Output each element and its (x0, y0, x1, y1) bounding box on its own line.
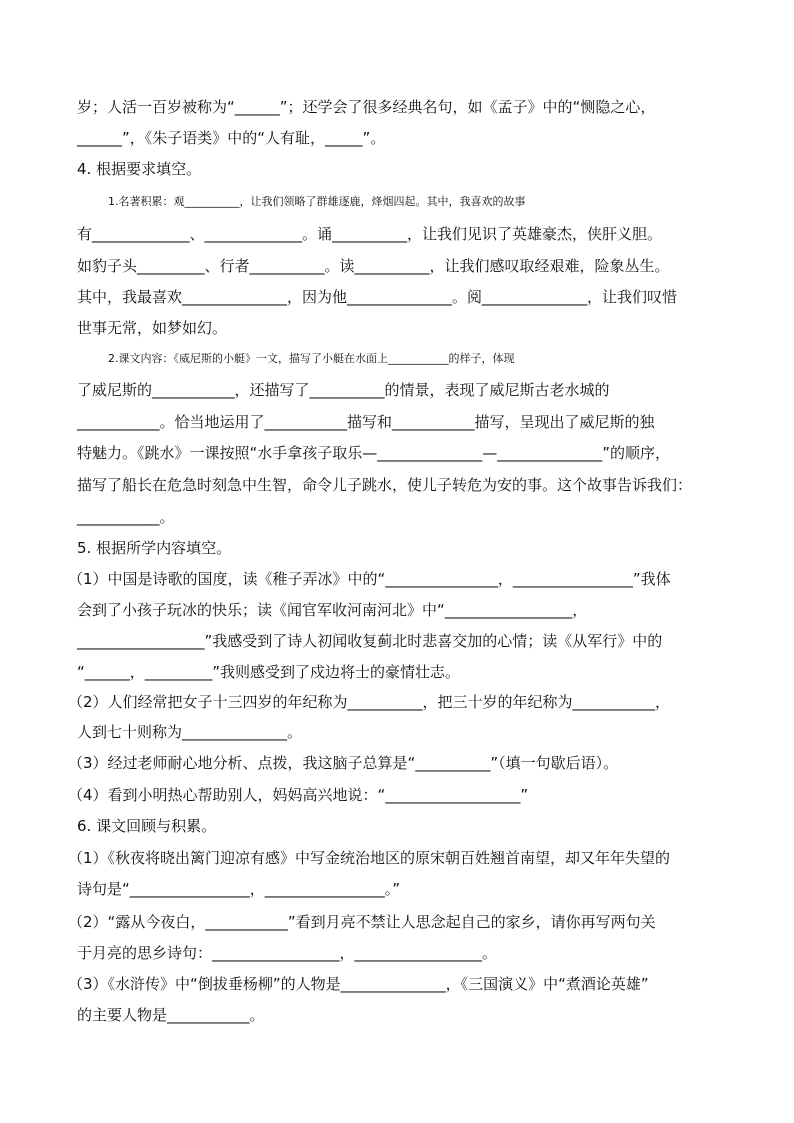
text-line: 特魅力。《跳水》一课按照“水手拿孩子取乐—______________—______________”的顺序， (77, 444, 671, 462)
text-line: （1）中国是诗歌的国度，读《稚子弄冰》中的“_______________，________________”我体 (68, 570, 671, 588)
text-line: （3）经过老师耐心地分析、点拨，我这脑子总算是“__________”（填一句歇后语）。 (68, 754, 619, 772)
text-line: _________________”我感受到了诗人初闻收复蓟北时悲喜交加的心情；读《从军行》中的 (77, 632, 663, 650)
text-line: 了威尼斯的___________，还描写了__________的情景，表现了威尼斯古老水城的 (77, 381, 610, 399)
text-line: 描写了船长在危急时刻急中生智，命令儿子跳水，使儿子转危为安的事。这个故事告诉我们： (77, 476, 693, 494)
text-line: 诗句是“________________，________________。” (77, 880, 401, 898)
section-heading-6: 6. 课文回顾与积累。 (77, 817, 217, 835)
text-line: 1.名著积累：观__________，让我们领略了群雄逐鹿，烽烟四起。其中，我喜欢的故事 (108, 195, 526, 208)
text-line: （4）看到小明热心帮助别人，妈妈高兴地说：“__________________” (68, 786, 529, 804)
text-line: 的主要人物是___________。 (77, 1006, 265, 1024)
text-line: 如豹子头_________、行者__________。读__________，让我们感叹取经艰难，险象丛生。 (77, 257, 670, 275)
text-line: 有_____________、_____________。诵__________，让我们见识了英雄豪杰，侠肝义胆。 (77, 225, 663, 243)
text-line: 于月亮的思乡诗句：_________________，_________________。 (77, 944, 498, 962)
text-line: ___________。恰当地运用了___________描写和___________描写，呈现出了威尼斯的独 (77, 413, 655, 431)
text-line: （3）《水浒传》中“倒拔垂杨柳”的人物是______________，《三国演义》中“煮酒论英雄” (68, 975, 649, 993)
text-line: 其中，我最喜欢______________，因为他______________。阅______________，让我们叹惜 (77, 288, 678, 306)
section-heading-5: 5. 根据所学内容填空。 (77, 539, 232, 557)
text-line: 人到七十则称为______________。 (77, 723, 303, 741)
text-line: ______”，《朱子语类》中的“人有耻，_____”。 (77, 129, 386, 147)
text-line: “______，_________”我则感受到了戍边将士的豪情壮志。 (77, 663, 461, 681)
text-line: 2.课文内容：《威尼斯的小艇》一文，描写了小艇在水面上___________的样子，体现 (108, 352, 515, 365)
text-line: 世事无常，如梦如幻。 (77, 319, 228, 337)
text-line: （1）《秋夜将晓出篱门迎凉有感》中写金统治地区的原宋朝百姓翘首南望，却又年年失望的 (68, 849, 671, 867)
text-line: （2）人们经常把女子十三四岁的年纪称为__________，把三十岁的年纪称为___________， (68, 693, 671, 711)
text-line: （2）“露从今夜白，___________”看到月亮不禁让人思念起自己的家乡，请你再写两句关 (68, 913, 656, 931)
text-line: ___________。 (77, 508, 175, 526)
text-line: 会到了小孩子玩冰的快乐；读《闻官军收河南河北》中“_________________， (77, 601, 588, 619)
text-line: 岁；人活一百岁被称为“______”；还学会了很多经典名句，如《孟子》中的“恻隐之心， (77, 98, 656, 116)
section-heading-4: 4. 根据要求填空。 (77, 160, 202, 178)
